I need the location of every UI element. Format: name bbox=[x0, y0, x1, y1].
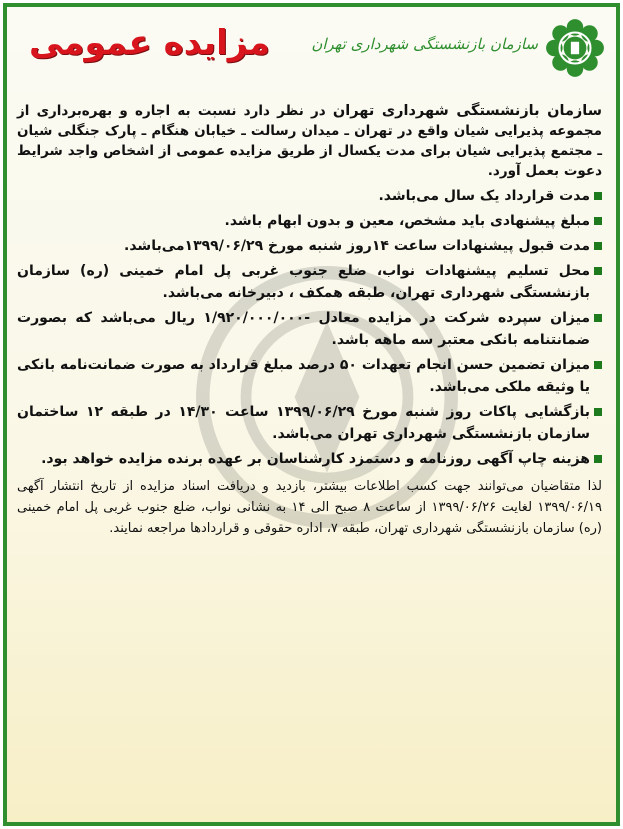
clause-item bbox=[17, 235, 602, 257]
bullet-square-icon bbox=[594, 192, 602, 200]
bullet-square-icon bbox=[594, 217, 602, 225]
intro-lead: سازمان بازنشستگی شهرداری تهران bbox=[332, 103, 602, 119]
clause-text: هزینه چاپ آگهی روزنامه و دستمزد کارشناسان بر عهده برنده مزایده خواهد بود. bbox=[41, 451, 590, 467]
bullet-square-icon bbox=[594, 408, 602, 416]
clause-item bbox=[17, 260, 602, 304]
announcement-frame bbox=[3, 3, 620, 826]
clause-text: میزان تضمین حسن انجام تعهدات ۵۰ درصد مبلغ قرارداد به صورت ضمانت‌نامه بانکی یا وثیقه ملکی می‌باشد. bbox=[17, 357, 590, 395]
clause-item bbox=[17, 210, 602, 232]
clause-item bbox=[17, 354, 602, 398]
bullet-square-icon bbox=[594, 314, 602, 322]
bullet-square-icon bbox=[594, 455, 602, 463]
bullet-square-icon bbox=[594, 267, 602, 275]
closing-paragraph: لذا متقاضیان می‌توانند جهت کسب اطلاعات بیشتر، بازدید و دریافت اسناد مزایده از تاریخ انتشار آگهی ۱۳۹۹/۰۶/۱۹ لغایت ۱۳۹۹/۰۶/۲۶ از ساعت ۸ صبح الی ۱۴ به نشانی نواب، ضلع جنوب غربی پل امام خمینی (ره) سازمان بازنشستگی شهرداری تهران، طبقه ۷، اداره حقوقی و قراردادها مراجعه نمایند. bbox=[17, 479, 602, 536]
intro-text: در نظر دارد نسبت به اجاره و بهره‌برداری از مجموعه پذیرایی شیان واقع در تهران ـ میدان رسالت ـ خیابان هنگام ـ پارک جنگلی شیان ـ مجتمع پذیرایی شیان برای مدت یکسال از طریق مزایده عمومی از اشخاص واجد شرایط دعوت بعمل آورد. bbox=[17, 103, 602, 179]
intro-paragraph bbox=[17, 101, 602, 181]
bullet-square-icon bbox=[594, 361, 602, 369]
bullet-square-icon bbox=[594, 242, 602, 250]
clause-text: مدت قرارداد یک سال می‌باشد. bbox=[378, 188, 590, 204]
clause-list bbox=[17, 185, 602, 470]
municipality-emblem-icon bbox=[544, 17, 606, 79]
clause-text: بازگشایی پاکات روز شنبه مورخ ۱۳۹۹/۰۶/۲۹ ساعت ۱۴/۳۰ در طبقه ۱۲ ساختمان سازمان بازنشستگی شهرداری تهران می‌باشد. bbox=[17, 404, 591, 442]
clause-item bbox=[17, 448, 602, 470]
clause-item bbox=[17, 307, 602, 351]
organization-name: سازمان بازنشستگی شهرداری تهران bbox=[311, 35, 538, 53]
header bbox=[7, 13, 616, 91]
announcement-body bbox=[17, 101, 602, 552]
clause-item bbox=[17, 401, 602, 445]
clause-text: مدت قبول پیشنهادات ساعت ۱۴روز شنبه مورخ ۱۳۹۹/۰۶/۲۹می‌باشد. bbox=[124, 238, 590, 254]
clause-text: محل تسلیم پیشنهادات نواب، ضلع جنوب غربی پل امام خمینی (ره) سازمان بازنشستگی شهرداری تهران، طبقه همکف ، دبیرخانه می‌باشد. bbox=[17, 263, 590, 301]
clause-text: میزان سپرده شرکت در مزایده معادل -۱/۹۲۰/۰۰۰/۰۰۰ ریال می‌باشد که بصورت ضمانتنامه بانکی معتبر سه ماهه باشد. bbox=[17, 310, 590, 348]
clause-text: مبلغ پیشنهادی باید مشخص، معین و بدون ابهام باشد. bbox=[224, 213, 590, 229]
clause-item bbox=[17, 185, 602, 207]
page-title: مزایده عمومی bbox=[29, 23, 270, 63]
